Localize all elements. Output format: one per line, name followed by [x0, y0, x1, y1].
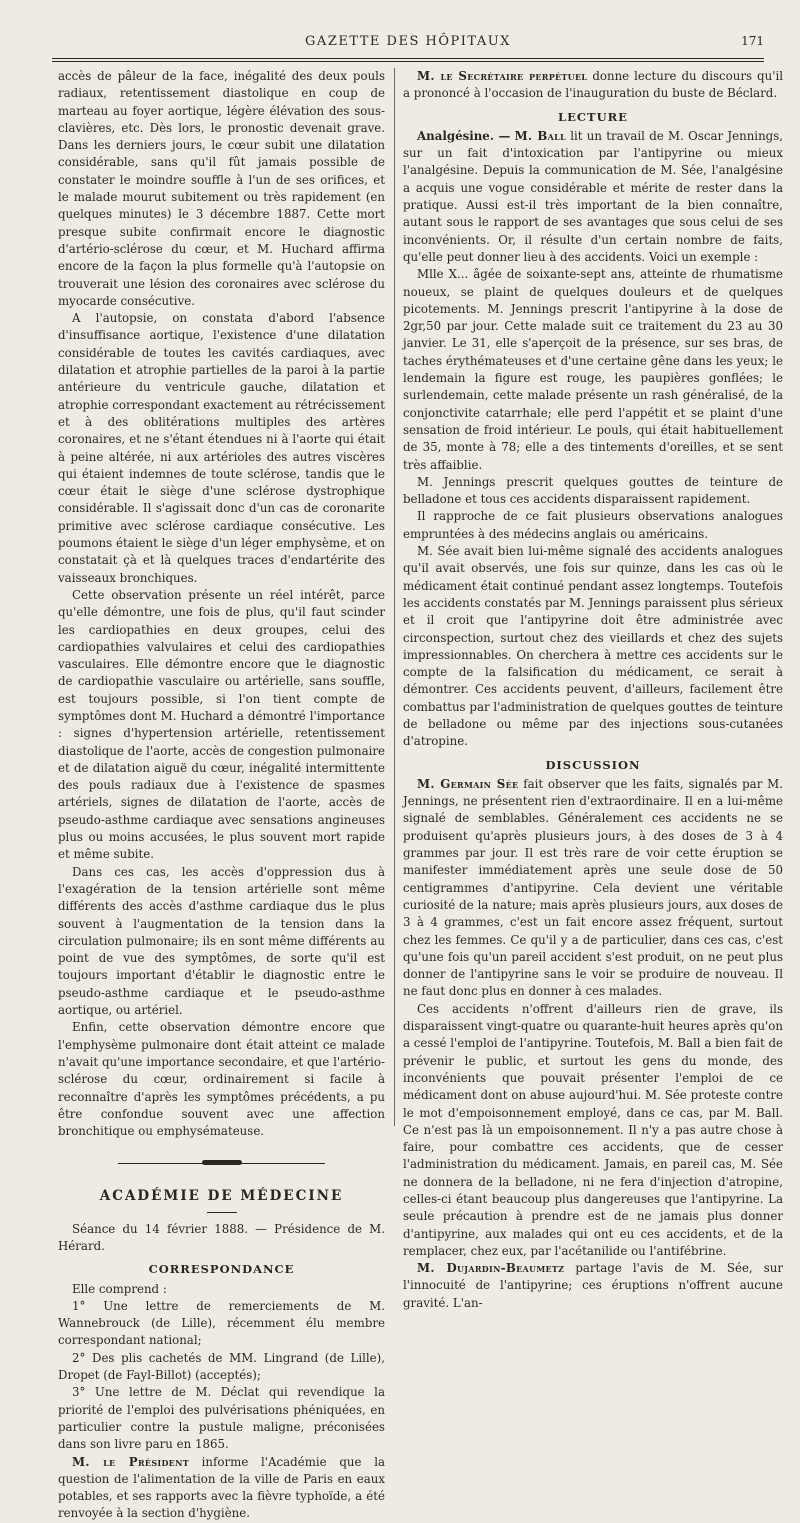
paragraph — [403, 128, 783, 266]
paragraph — [58, 1454, 385, 1523]
column-divider — [394, 68, 395, 1126]
paragraph: M. Sée avait bien lui-même signalé des accidents analogues qu'il avait observés, une fois sur quinze, dans les cas où le médicament était continué pendant assez longtemps. Toutefois les accidents constatés par M. Jennings paraissent plus sérieux et il croit que l'antipyrine doit être administrée avec circonspection, surtout chez des vieillards et chez des sujets impressionnables. On cherchera à mettre ces accidents sur le compte de la falsification du médicament, ce serait à démontrer. Ces accidents peuvent, d'ailleurs, facilement être combattus par l'administration de quelques gouttes de teinture de belladone ou même par des injections sous-cutanées d'atropine. — [403, 544, 783, 749]
speaker-name: M. Ball — [514, 128, 566, 143]
short-rule — [207, 1212, 237, 1213]
section-ornament — [58, 1158, 385, 1168]
right-column — [403, 68, 783, 1312]
paragraph: Enfin, cette observation démontre encore que l'emphysème pulmonaire dont était atteint ce malade n'avait qu'une importance secondaire, et que l'artério-sclérose du cœur, ordinairement si facile à reconnaître d'après les symptômes précédents, a pu être confondue souvent avec une affection bronchitique ou emphysémateuse. — [58, 1020, 385, 1139]
paragraph: accès de pâleur de la face, inégalité des deux pouls radiaux, retentissement diastolique en coup de marteau au foyer aortique, légère élévation des sous-clavières, etc. Dès lors, le pronostic devenait grave. Dans les derniers jours, le cœur subit une dilatation considérable, sans qu'il fût jamais possible de constater le moindre souffle à l'un de ses orifices, et le malade mourut subitement ou très rapidement (en quelques minutes) le 3 décembre 1887. Cette mort presque subite confirmait encore le diagnostic d'artério-sclérose du cœur, et M. Huchard affirma encore de la façon la plus formelle qu'à l'autopsie on trouverait une lésion des coronaires avec sclérose du myocarde consécutive. — [58, 69, 385, 308]
paragraph: Mlle X... âgée de soixante-sept ans, atteinte de rhumatisme noueux, se plaint de quelques douleurs et de quelques picotements. M. Jennings prescrit l'antipyrine à la dose de 2gr,50 par jour. Cette malade suit ce traitement du 23 au 30 janvier. Le 31, elle s'aperçoit de la présence, sur ses bras, de taches érythémateuses et d'une certaine gêne dans les yeux; le lendemain la figure est rouge, les paupières gonflées; le surlendemain, cette malade présente un rash généralisé, de la conjonctivite catarrhale; elle perd l'appétit et se plaint d'une sensation de froid intérieur. Le pouls, qui était habituellement de 35, monte à 78; elle a des tintements d'oreilles, et se sent très affaiblie. — [403, 267, 783, 472]
paragraph — [403, 776, 783, 1001]
paragraph — [403, 68, 783, 103]
subsection-title-discussion: DISCUSSION — [545, 757, 641, 772]
list-item: 2° Des plis cachetés de MM. Lingrand (de Lille), Dropet (de Fayl-Billot) (acceptés); — [58, 1350, 385, 1383]
paragraph: Elle comprend : — [72, 1281, 167, 1296]
speaker-text: partage l'avis de M. Sée, sur l'innocuité de l'antipyrine; ces éruptions n'offrent aucune gravité. L'an- — [403, 1261, 783, 1310]
speaker-name: M. Dujardin-Beaumetz — [417, 1261, 565, 1276]
list-item: 3° Une lettre de M. Déclat qui revendique la priorité de l'emploi des pulvérisations phéniquées, en particulier contre la pustule maligne, préconisées dans son livre paru en 1865. — [58, 1385, 385, 1452]
speaker-text: informe l'Académie que la question de l'alimentation de la ville de Paris en eaux potables, et ses rapports avec la fièvre typhoïde, a été renvoyée à la section d'hygiène. — [58, 1454, 385, 1521]
page-header — [52, 28, 764, 59]
speaker-text: lit un travail de M. Oscar Jennings, sur un fait d'intoxication par l'antipyrine ou mieux l'analgésine. Depuis la communication de M. Sée, l'analgésine a acquis une vogue considérable et mérite de rester dans la pratique. Aussi est-il très important de la bien connaître, autant sous le rapport de ses avantages que sous celui de ses inconvénients. Or, il résulte d'un certain nombre de faits, qu'elle peut donner lieu à des accidents. Voici un exemple : — [403, 128, 784, 264]
page-number: 171 — [741, 34, 764, 48]
subsection-title-lecture: LECTURE — [558, 109, 628, 124]
journal-title: GAZETTE DES HÔPITAUX — [305, 34, 511, 49]
paragraph: Cette observation présente un réel intérêt, parce qu'elle démontre, une fois de plus, qu'il faut scinder les cardiopathies en deux groupes, celui des cardiopathies valvulaires et celui des cardiopathies vasculaires. Elle démontre encore que le diagnostic de cardiopathie vasculaire ou artérielle, sans souffle, est toujours possible, si l'on tient compte de symptômes dont M. Huchard a démontré l'importance : signes d'hypertension artérielle, retentissement diastolique de l'aorte, accès de congestion pulmonaire et de dilatation aiguë du cœur, inégalité intermittente des pouls radiaux due à l'existence de spasmes artériels, signes de dilatation de l'aorte, accès de pseudo-asthme cardiaque avec sensations angineuses plus ou moins accusées, le plus souvent mort rapide et même subite. — [58, 587, 385, 862]
section-title-academie: ACADÉMIE DE MÉDECINE — [99, 1188, 344, 1205]
subsection-title-correspondance: CORRESPONDANCE — [148, 1262, 295, 1277]
paragraph: Ces accidents n'offrent d'ailleurs rien de grave, ils disparaissent vingt-quatre ou quarante-huit heures après qu'on a cessé l'emploi de l'antipyrine. Toutefois, M. Ball a bien fait de prévenir le public, et surtout les gens du monde, des inconvénients que pouvait présenter l'emploi de ce médicament dont on abuse aujourd'hui. M. Sée proteste contre le mot d'empoisonnement employé, dans ce cas, par M. Ball. Ce n'est pas là un empoisonnement. Il n'y a pas autre chose à faire, pour combattre ces accidents, que de cesser l'administration du médicament. Jamais, en pareil cas, M. Sée ne donnera de la belladone, ni ne fera d'injection d'atropine, celles-ci étant beaucoup plus dangereuses que l'antipyrine. La seule précaution à prendre est de ne jamais plus donner d'antipyrine, aux malades qui ont eu ces accidents, et de la remplacer, chez eux, par l'acétanilide ou l'antifébrine. — [403, 1001, 783, 1258]
seance-line: Séance du 14 février 1888. — Présidence de M. Hérard. — [58, 1221, 385, 1253]
topic-label: Analgésine. — — [417, 128, 511, 143]
paragraph: M. Jennings prescrit quelques gouttes de teinture de belladone et tous ces accidents disparaissent rapidement. — [403, 474, 783, 507]
header-rule — [52, 61, 764, 62]
speaker-name: M. le Secrétaire perpétuel — [417, 69, 588, 83]
paragraph: Dans ces cas, les accès d'oppression dus à l'exagération de la tension artérielle sont même différents des accès d'asthme cardiaque dus le plus souvent à l'augmentation de la tension dans la circulation pulmonaire; ils en sont même différents au point de vue des symptômes, de sorte qu'il est toujours important d'établir le diagnostic entre le pseudo-asthme cardiaque et le pseudo-asthme aortique, ou artériel. — [58, 864, 385, 1018]
paragraph: A l'autopsie, on constata d'abord l'absence d'insuffisance aortique, l'existence d'une dilatation considérable de toutes les cavités cardiaques, avec dilatation et atrophie partielles de la paroi à la partie antérieure du ventricule gauche, dilatation et atrophie correspondant exactement au rétrécissement et à des oblitérations multiples des artères coronaires, et ne s'étant étendues ni à l'aorte qui était à peine altérée, ni aux artérioles des autres viscères qui étaient indemnes de toute sclérose, tandis que le cœur était le siège d'une sclérose dystrophique considérable. Il s'agissait donc d'un cas de coronarite primitive avec sclérose cardiaque consécutive. Les poumons étaient le siège d'un léger emphysème, et on constatait çà et là quelques traces d'endartérite des vaisseaux bronchiques. — [58, 311, 385, 585]
speaker-text: donne lecture du discours qu'il a prononcé à l'occasion de l'inauguration du buste de Béclard. — [403, 69, 783, 101]
paragraph: Il rapproche de ce fait plusieurs observations analogues empruntées à des médecins anglais ou américains. — [403, 509, 783, 541]
speaker-name: M. Germain Sée — [417, 776, 519, 791]
speaker-name: M. le Président — [72, 1454, 189, 1469]
speaker-text: fait observer que les faits, signalés par M. Jennings, ne présentent rien d'extraordinaire. Il en a lui-même signalé de semblables. Généralement ces accidents ne se produisent qu'après plusieurs jours, à des doses de 3 à 4 grammes par jour. Il est très rare de voir cette éruption se manifester immédiatement après une seule dose de 50 centigrammes d'antipyrine. Cela devient une véritable curiosité de la nature; mais après plusieurs jours, aux doses de 3 à 4 grammes, c'est un fait encore assez fréquent, surtout chez les femmes. Ce qu'il y a de particulier, dans ces cas, c'est qu'une fois qu'un pareil accident s'est produit, on ne peut plus donner de l'antipyrine sans le voir se produire de nouveau. Il ne faut donc plus en donner à ces malades. — [403, 776, 783, 999]
paragraph — [403, 1260, 783, 1312]
left-column — [58, 68, 385, 1523]
list-item: 1° Une lettre de remerciements de M. Wannebrouck (de Lille), récemment élu membre correspondant national; — [58, 1298, 385, 1348]
